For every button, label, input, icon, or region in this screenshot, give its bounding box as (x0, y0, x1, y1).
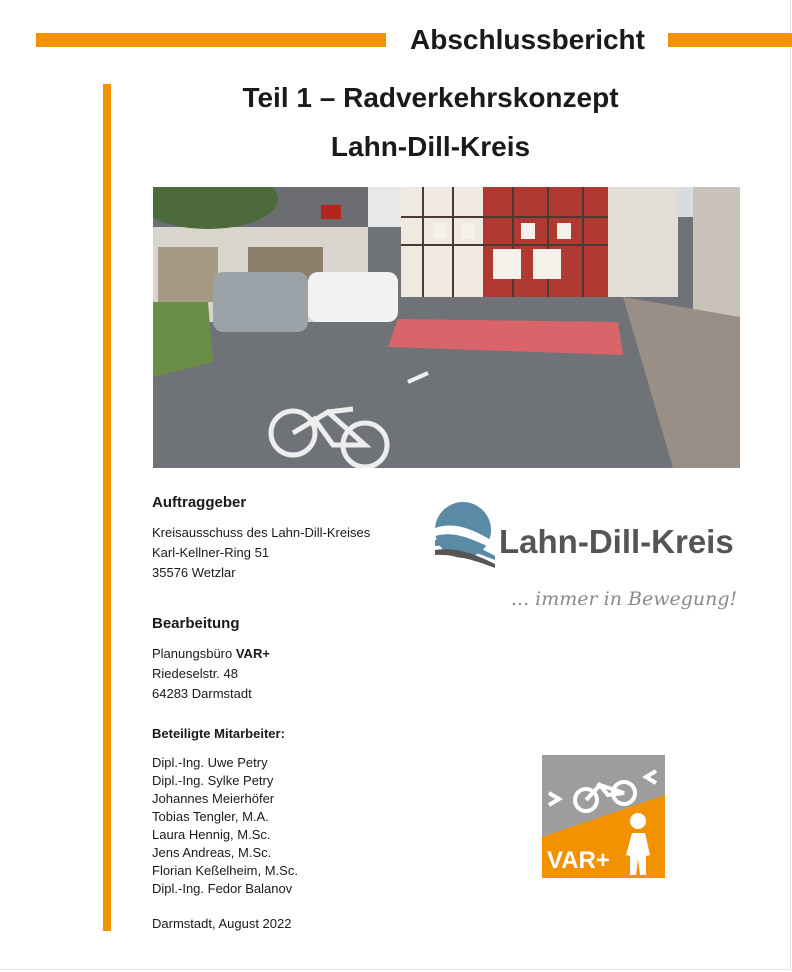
contractor-name-prefix: Planungsbüro (152, 646, 236, 661)
contractor-name (152, 645, 270, 663)
staff-member: Florian Keßelheim, M.Sc. (152, 863, 298, 878)
client-line: 35576 Wetzlar (152, 565, 236, 580)
logo-firm-name: VAR+ (547, 847, 610, 874)
staff-member: Tobias Tengler, M.A. (152, 809, 269, 824)
cover-photo (153, 187, 740, 468)
vertical-accent-bar (103, 84, 111, 931)
header-bar-left (36, 33, 386, 47)
staff-member: Jens Andreas, M.Sc. (152, 845, 272, 860)
client-line: Karl-Kellner-Ring 51 (152, 545, 270, 560)
lahn-dill-kreis-logo (433, 498, 743, 622)
staff-member: Laura Hennig, M.Sc. (152, 827, 271, 842)
staff-heading: Beteiligte Mitarbeiter: (152, 726, 285, 741)
contractor-line: Riedeselstr. 48 (152, 666, 238, 681)
logo-county-name: Lahn-Dill-Kreis (499, 523, 734, 560)
title-line-2: Lahn-Dill-Kreis (330, 131, 531, 162)
contractor-name-bold: VAR+ (235, 646, 270, 661)
client-heading: Auftraggeber (152, 494, 247, 511)
staff-member: Dipl.-Ing. Uwe Petry (152, 755, 268, 770)
staff-member: Dipl.-Ing. Sylke Petry (152, 773, 274, 788)
contractor-line: 64283 Darmstadt (152, 686, 252, 701)
var-plus-logo (542, 755, 665, 878)
title-line-1: Teil 1 – Radverkehrskonzept (242, 82, 619, 113)
client-line: Kreisausschuss des Lahn-Dill-Kreises (152, 525, 371, 540)
staff-member: Dipl.-Ing. Fedor Balanov (152, 881, 293, 896)
report-label: Abschlussbericht (410, 24, 645, 55)
date-line: Darmstadt, August 2022 (152, 916, 292, 931)
staff-member: Johannes Meierhöfer (152, 791, 275, 806)
contractor-heading: Bearbeitung (152, 615, 240, 632)
logo-county-slogan: ... immer in Bewegung! (511, 588, 738, 610)
header-bar-right (668, 33, 792, 47)
